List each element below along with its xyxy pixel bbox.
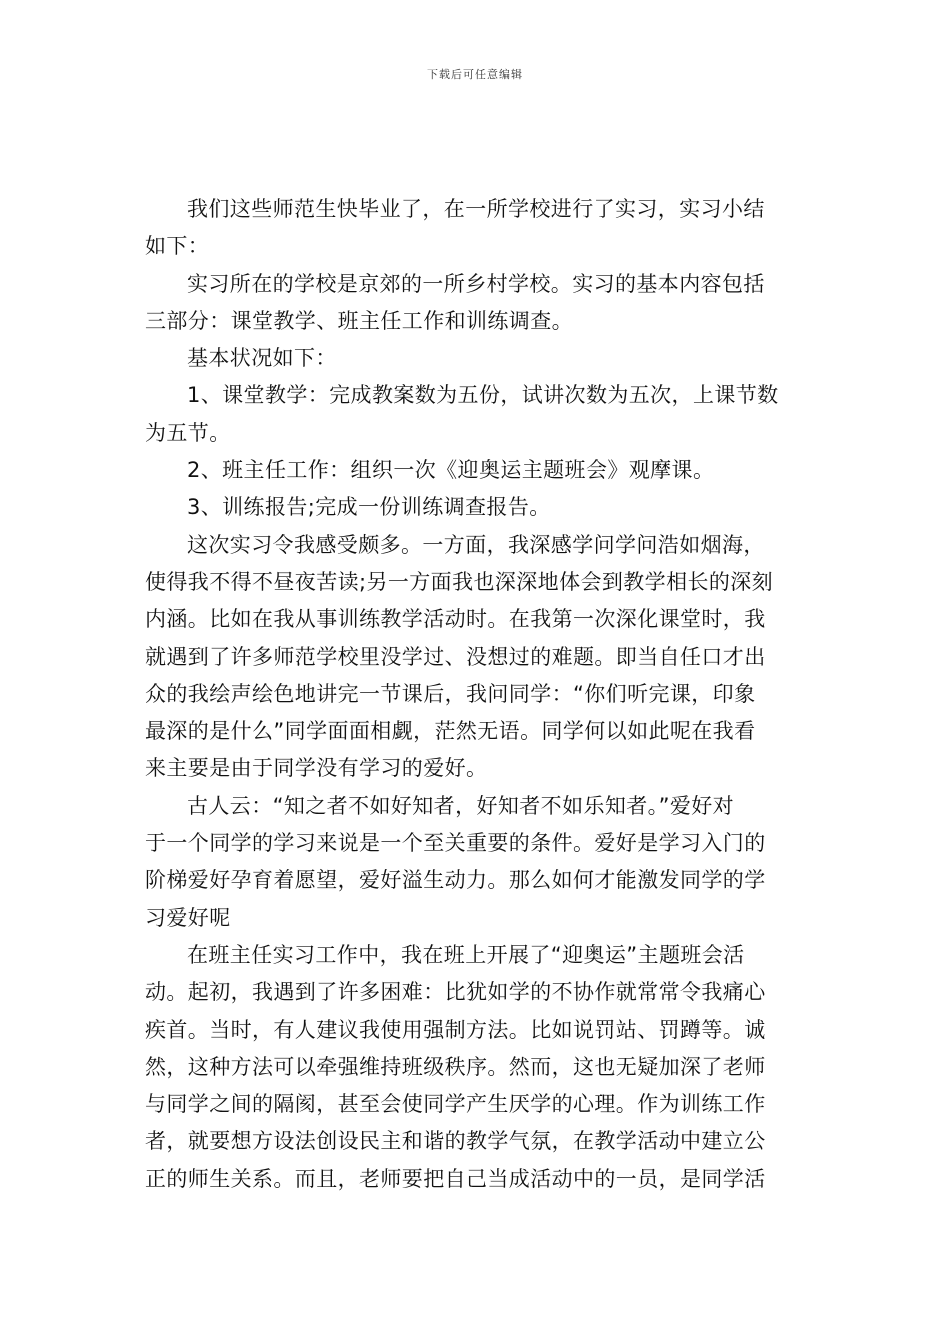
page-header-note: 下载后可任意编辑 bbox=[427, 68, 523, 81]
paragraph-status-heading: 基本状况如下： bbox=[187, 346, 337, 371]
paragraph-class-meeting: 在班主任实习工作中，我在班上开展了“迎奥运”主题班会活 动。起初，我遇到了许多困难：比犹如学的不协作就常常令我痛心 疾首。当时，有人建议我使用强制方法。比如说罚站、罚蹲等。诚 然，这种方法可以牵强维持班级秩序。然而，这也无疑加深了老师 与同学之间的隔阂，甚至会使同学产生厌学的心理。作为训练工作 者，就要想方设法创设民主和谐的教学气氛，在教学活动中建立公 正的师生关系。而且，老师要把自己当成活动中的一员，是同学活 bbox=[145, 942, 766, 1191]
document-body bbox=[145, 191, 807, 1198]
paragraph-item-2: 2、班主任工作：组织一次《迎奥运主题班会》观摩课。 bbox=[187, 458, 715, 483]
paragraph-school: 实习所在的学校是京郊的一所乡村学校。实习的基本内容包括 三部分：课堂教学、班主任工作和训练调查。 bbox=[145, 271, 765, 333]
paragraph-reflection: 这次实习令我感受颇多。一方面，我深感学问学问浩如烟海， 使得我不得不昼夜苦读;另一方面我也深深地体会到教学相长的深刻 内涵。比如在我从事训练教学活动时。在我第一次深化课堂时，我 就遇到了许多师范学校里没学过、没想过的难题。即当自任口才出 众的我绘声绘色地讲完一节课后，我问同学：“你们听完课，印象 最深的是什么”同学面面相觑，茫然无语。同学何以如此呢在我看 来主要是由于同学没有学习的爱好。 bbox=[145, 532, 774, 781]
paragraph-item-1: 1、课堂教学：完成教案数为五份，试讲次数为五次，上课节数 为五节。 bbox=[145, 383, 779, 445]
paragraph-intro: 我们这些师范生快毕业了，在一所学校进行了实习，实习小结 如下： bbox=[145, 197, 765, 259]
paragraph-item-3: 3、训练报告;完成一份训练调查报告。 bbox=[187, 495, 551, 520]
paragraph-quote: 古人云：“知之者不如好知者，好知者不如乐知者。”爱好对 于一个同学的学习来说是一个至关重要的条件。爱好是学习入门的 阶梯爱好孕育着愿望，爱好溢生动力。那么如何才能激发同学的学 习爱好呢 bbox=[145, 793, 766, 930]
